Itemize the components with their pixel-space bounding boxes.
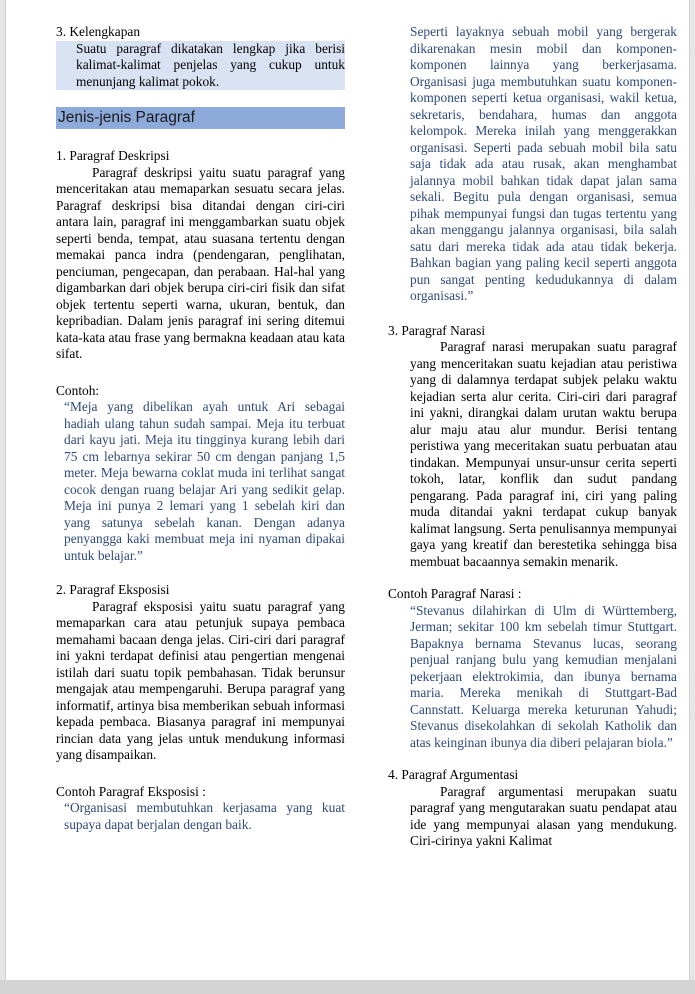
narrative-text: Paragraf narasi merupakan suatu paragraf yang menceritakan suatu kejadian atau peristiwa yang di dalamnya terdapat subjek pelaku waktu kejadian serta alur cerita. Ciri-ciri dari paragraf ini yakni, dirangkai dalam urutan waktu berupa alur maju atau alur mundur. Berisi tentang peristiwa yang meceritakan suatu perbuatan atau tindakan. Mempunyai unsur-unsur cerita seperti tokoh, latar, konflik dan sudut pandang pengarang. Pada paragraf ini, ciri yang paling muda ditandai yakni terdapat cukup banyak kalimat langsung. Serta penulisannya mempunyai gaya yang kreatif dan berestetika sehingga bisa membuat bacaannya semakin menarik. — [410, 339, 677, 569]
descriptive-example: “Meja yang dibelikan ayah untuk Ari sebagai hadiah ulang tahun sudah sampai. Meja itu terbuat dari kayu jati. Meja itu tingginya kurang lebih dari 75 cm lebarnya sekirar 50 cm dengan panjang 1,5 meter. Meja bewarna coklat muda ini terlihat sangat cocok dengan ruang belajar Ari yang sedikit gelap. Meja ini punya 2 lemari yang 1 sebelah kiri dan yang satunya sebelah kanan. Dengan adanya penyangga kaki membuat meja ini nyaman dipakai untuk belajar.” — [64, 399, 345, 563]
expository-text: Paragraf eksposisi yaitu suatu paragraf yang memaparkan cara atau petunjuk supaya pembaca memahami bacaan denga jelas. Ciri-ciri dari paragraf ini yakni terdapat definisi atau pengertian mengenai istilah dari suatu topik pembahasan. Tidak berunsur mengajak atau mempengaruhi. Berupa paragraf yang informatif, artinya bisa memberikan sebuah informasi kepada pembaca. Biasanya paragraf ini mempunyai rincian data yang jelas untuk mendukung informasi yang disampaikan. — [56, 598, 345, 762]
completeness-text: Suatu paragraf dikatakan lengkap jika berisi kalimat-kalimat penjelas yang cukup untuk menunjang kalimat pokok. — [56, 41, 345, 91]
left-column — [56, 24, 345, 833]
example-label: Contoh: — [56, 382, 100, 398]
right-column — [388, 24, 677, 850]
narrative-example-label: Contoh Paragraf Narasi : — [388, 586, 522, 601]
expository-example-label: Contoh Paragraf Eksposisi : — [56, 783, 206, 799]
argument-heading: 4. Paragraf Argumentasi — [388, 767, 519, 782]
section-title: Jenis-jenis Paragraf — [56, 107, 345, 129]
completeness-heading: 3. Kelengkapan — [56, 24, 141, 39]
expository-heading: 2. Paragraf Eksposisi — [56, 582, 170, 597]
descriptive-text: Paragraf deskripsi yaitu suatu paragraf yang menceritakan atau memaparkan sesuatu secara jelas. Paragraf deskripsi bisa ditandai dengan ciri-ciri antara lain, paragraf ini menggambarkan suatu objek seperti benda, tempat, atau suasana tertentu dengan memakai panca indra (pendengaran, penglihatan, penciuman, pengecapan, dan perabaan. Hal-hal yang digambarkan dari objek berupa ciri-ciri fisik dan sifat objek tertentu seperti warna, ukuran, bentuk, dan kepribadian. Dalam jenis paragraf ini sering ditemui kata-kata atau frase yang bermakna keadaan atau kata sifat. — [56, 164, 345, 361]
narrative-heading: 3. Paragraf Narasi — [388, 322, 486, 338]
page-gap — [0, 980, 695, 994]
narrative-example: “Stevanus dilahirkan di Ulm di Württemberg, Jerman; sekitar 100 km sebelah timur Stuttgart. Bapaknya bernama Stevanus lucas, seorang penjual ranjang bulu yang kemudian menjalani pekerjaan elektrokimia, dan ibunya bernama maria. Mereka menikah di Stuttgart-Bad Cannstatt. Keluarga mereka keturunan Yahudi; Stevanus disekolahkan di sekolah Katholik dan atas keinginan ibunya dia diberi pelajaran biola.” — [410, 602, 677, 750]
descriptive-heading: 1. Paragraf Deskripsi — [56, 148, 170, 163]
argument-text: Paragraf argumentasi merupakan suatu paragraf yang mengutarakan suatu pendapat atau ide yang mempunyai alasan yang mendukung. Ciri-cirinya yakni Kalimat — [410, 783, 677, 848]
expository-example-cont: Seperti layaknya sebuah mobil yang bergerak dikarenakan mesin mobil dan komponen-komponen lainnya yang berkerjasama. Organisasi juga membutuhkan suatu komponen-komponen seperti ketua organisasi, wakil ketua, sekretaris, bendahara, humas dan anggota kelompok. Mereka inilah yang menggerakkan organisasi. Seperti pada sebuah mobil bila satu saja tidak ada atau rusak, akan menghambat jalannya mobil bahkan tidak dapat jalan sama sekali. Begitu pula dengan organisasi, semua pihak mempunyai fungsi dan tugas tertentu yang akan menggangu jalannya organisasi, bila salah satu dari mereka tidak ada atau tidak bekerja. Bahkan bagian yang paling kecil seperti anggota pun sangat penting kedudukannya di dalam organisasi.” — [410, 24, 677, 303]
expository-example-start: “Organisasi membutuhkan kerjasama yang kuat supaya dapat berjalan dengan baik. — [64, 800, 345, 832]
